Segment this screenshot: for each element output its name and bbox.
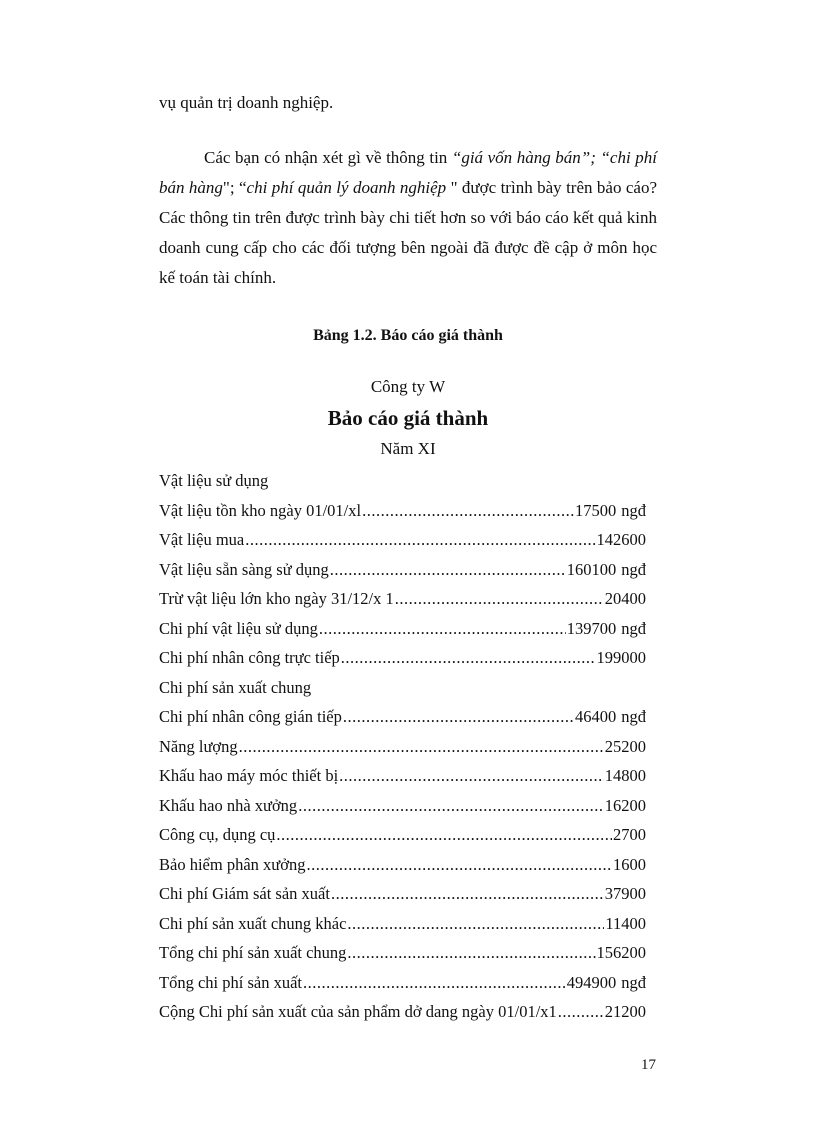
list-item — [159, 466, 646, 496]
item-value: 25200 — [604, 736, 646, 756]
list-item — [159, 614, 646, 644]
paragraph-emphasis: “giá vốn hàng bán”; “chi phí bán hàng — [159, 148, 657, 197]
item-label: Bảo hiểm phân xưởng — [159, 854, 306, 874]
list-item — [159, 791, 646, 821]
item-label: Công cụ, dụng cụ — [159, 825, 276, 844]
table-caption: Bảng 1.2. Báo cáo giá thành — [313, 327, 503, 344]
list-item — [159, 879, 646, 909]
list-item — [159, 555, 646, 585]
leader-dots — [303, 968, 566, 998]
item-value: 21200 — [604, 1002, 646, 1021]
list-item — [159, 820, 646, 850]
leader-dots — [239, 732, 604, 762]
item-unit: ngđ — [621, 972, 646, 992]
list-item — [159, 968, 646, 998]
list-item — [159, 732, 646, 762]
item-unit: ngđ — [621, 559, 646, 579]
item-label: Vật liệu tồn kho ngày 01/01/xl — [159, 500, 362, 520]
item-label: Khấu hao nhà xưởng — [159, 795, 298, 815]
item-label: Vật liệu sẵn sàng sử dụng — [159, 559, 329, 579]
item-value: 156200 — [596, 943, 646, 962]
item-value: 142600 — [596, 530, 646, 549]
leader-dots — [306, 850, 612, 880]
list-item — [159, 850, 646, 880]
item-value: 199000 — [596, 648, 646, 667]
list-item — [159, 702, 646, 732]
leader-dots — [319, 614, 566, 644]
item-label: Vật liệu mua — [159, 530, 245, 549]
item-label: Tổng chi phí sản xuất chung — [159, 943, 347, 962]
paragraph-emphasis: chi phí quản lý doanh nghiệp — [246, 178, 447, 197]
item-label: Chi phí nhân công gián tiếp — [159, 707, 342, 726]
list-item — [159, 673, 646, 703]
report-title: Bảo cáo giá thành — [327, 406, 489, 430]
item-label: Chi phí nhân công trực tiếp — [159, 648, 340, 667]
report-year: Năm XI — [380, 439, 436, 458]
leader-dots — [347, 938, 595, 968]
leader-dots — [339, 761, 604, 791]
item-value: 14800 — [604, 766, 646, 785]
leader-dots — [395, 584, 604, 614]
item-label: Chi phí sản xuất chung khác — [159, 913, 347, 933]
list-item — [159, 496, 646, 526]
list-item — [159, 938, 646, 968]
item-label: Cộng Chi phí sản xuất của sản phẩm dở dang ngày 01/01/x1 — [159, 1002, 557, 1021]
item-label: Trừ vật liệu lớn kho ngày 31/12/x 1 — [159, 589, 394, 608]
leader-dots — [347, 909, 604, 939]
list-item — [159, 997, 646, 1027]
leader-dots — [341, 643, 596, 673]
item-value: 16200 — [604, 795, 646, 815]
leader-dots — [298, 791, 604, 821]
item-unit: ngđ — [621, 618, 646, 638]
company-name: Công ty W — [370, 377, 446, 396]
item-label: Chi phí sản xuất chung — [159, 677, 312, 697]
item-label: Chi phí vật liệu sử dụng — [159, 618, 318, 638]
item-value: 1600 — [613, 854, 646, 874]
item-label: Vật liệu sử dụng — [159, 471, 269, 490]
paragraph-text: Các bạn có nhận xét gì về thông tin — [204, 148, 452, 167]
item-label: Tổng chi phí sản xuất — [159, 972, 302, 992]
page-number: 17 — [641, 1057, 656, 1073]
leader-dots — [330, 555, 566, 585]
item-value: 139700 — [566, 618, 617, 638]
item-unit: ngđ — [621, 500, 646, 520]
list-item — [159, 584, 646, 614]
item-value: 20400 — [604, 589, 646, 608]
item-label: Năng lượng — [159, 736, 238, 756]
item-value: 17500 — [575, 500, 617, 520]
list-item — [159, 909, 646, 939]
cost-report-list — [159, 466, 646, 1027]
paragraph-continuation: vụ quản trị doanh nghiệp. — [159, 93, 334, 112]
item-label: Khấu hao máy móc thiết bị — [159, 766, 339, 785]
paragraph-text: " được trình bày trên bảo cáo? Các thông tin trên được trình bày chi tiết hơn so với báo cáo kết quả kinh doanh cung cấp cho các đối tượng bên ngoài đã được đề cập ở môn học kế toán tài chính. — [159, 178, 658, 287]
item-value: 2700 — [613, 825, 646, 844]
item-value: 37900 — [604, 884, 646, 903]
item-unit: ngđ — [621, 707, 646, 726]
item-value: 494900 — [566, 972, 617, 992]
leader-dots — [276, 820, 612, 850]
leader-dots — [343, 702, 574, 732]
leader-dots — [362, 496, 574, 526]
leader-dots — [245, 525, 595, 555]
leader-dots — [331, 879, 604, 909]
paragraph-text: "; “ — [222, 178, 247, 197]
item-label: Chi phí Giám sát sản xuất — [159, 884, 330, 903]
item-value: 11400 — [605, 913, 646, 933]
item-value: 160100 — [566, 559, 617, 579]
list-item — [159, 761, 646, 791]
list-item — [159, 643, 646, 673]
list-item — [159, 525, 646, 555]
leader-dots — [558, 997, 604, 1027]
paragraph-question — [159, 143, 657, 293]
item-value: 46400 — [575, 707, 617, 726]
